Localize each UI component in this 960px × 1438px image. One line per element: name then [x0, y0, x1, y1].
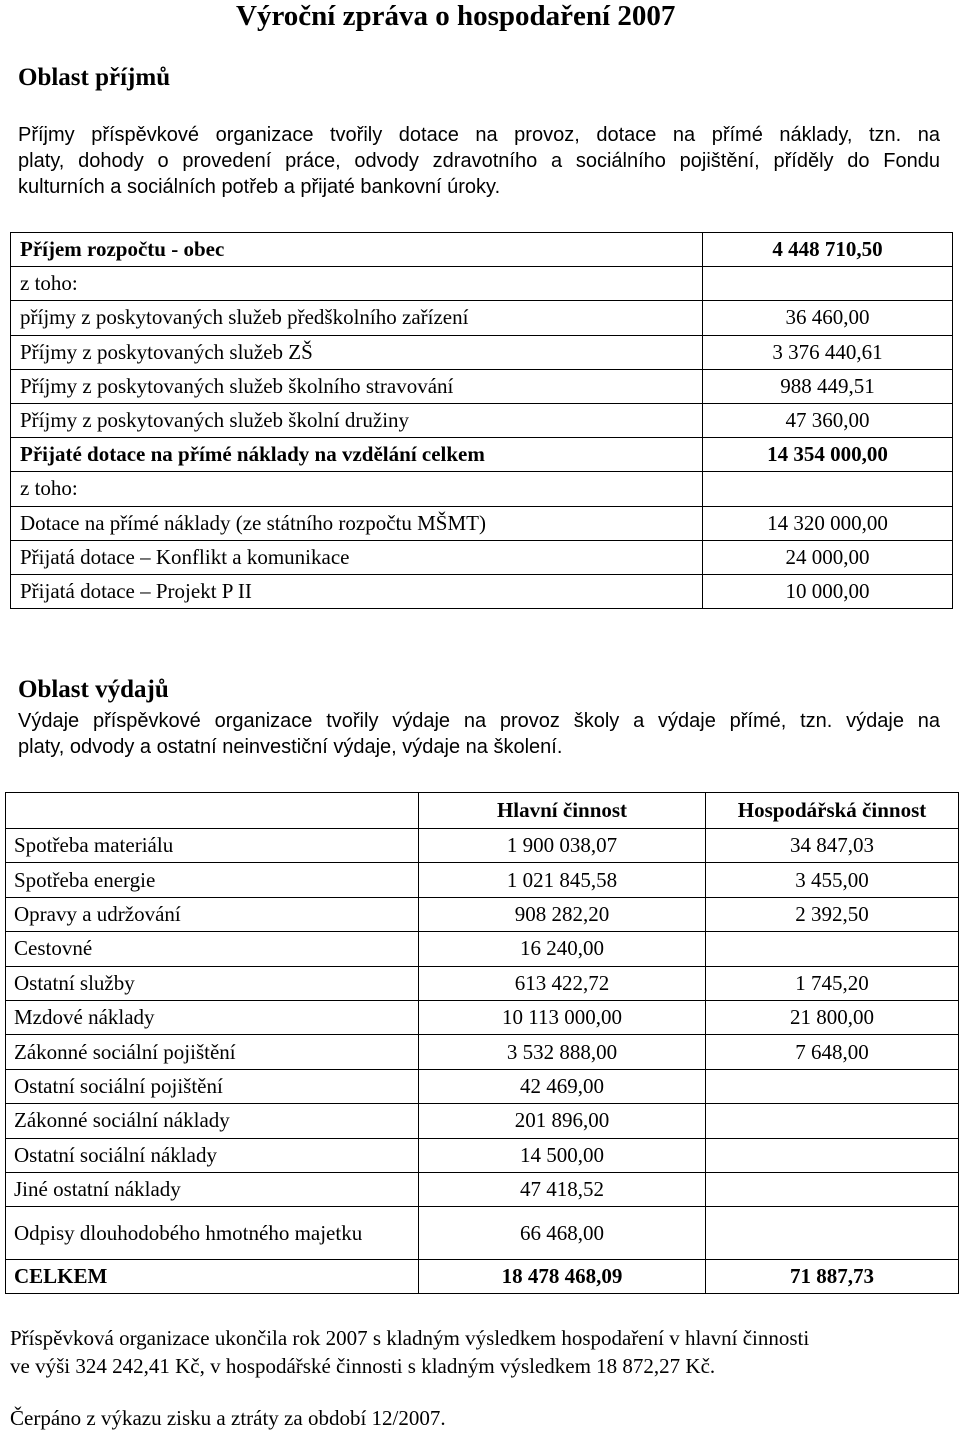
expense-row-side: 34 847,03: [706, 829, 959, 863]
expense-row-main: 66 468,00: [419, 1207, 706, 1260]
expense-intro: [18, 708, 940, 760]
income-row-label: Přijatá dotace – Konflikt a komunikace: [11, 540, 703, 574]
income-row: [11, 301, 953, 335]
report-title: Výroční zpráva o hospodaření 2007: [236, 0, 676, 32]
income-intro: [18, 122, 940, 200]
income-row-value: 47 360,00: [703, 403, 953, 437]
expense-header-row: [6, 793, 959, 829]
expense-row-main: 10 113 000,00: [419, 1000, 706, 1034]
expense-row: [6, 863, 959, 897]
expense-total-side: 71 887,73: [706, 1260, 959, 1294]
expense-row-side: 2 392,50: [706, 897, 959, 931]
income-row: [11, 233, 953, 267]
income-row: [11, 540, 953, 574]
income-row-value: [703, 267, 953, 301]
expense-total-row: [6, 1260, 959, 1294]
income-row-value: 3 376 440,61: [703, 335, 953, 369]
income-row: [11, 267, 953, 301]
income-row-value: 988 449,51: [703, 369, 953, 403]
income-row: [11, 472, 953, 506]
expense-header-label: [6, 793, 419, 829]
expense-row-side: 21 800,00: [706, 1000, 959, 1034]
expense-row: [6, 932, 959, 966]
expense-intro-line: platy, odvody a ostatní neinvestiční výdaje, výdaje na školení.: [18, 736, 563, 758]
income-row-label: Příjmy z poskytovaných služeb školní družiny: [11, 403, 703, 437]
expense-row: [6, 1069, 959, 1103]
expense-row-label: Ostatní sociální pojištění: [6, 1069, 419, 1103]
expense-row: [6, 897, 959, 931]
income-row: [11, 438, 953, 472]
expense-row-side: [706, 1207, 959, 1260]
expense-row-side: [706, 932, 959, 966]
expense-row-main: 42 469,00: [419, 1069, 706, 1103]
expense-table: [5, 792, 959, 1294]
expense-row-main: 14 500,00: [419, 1138, 706, 1172]
income-row: [11, 574, 953, 608]
income-row-label: Příjmy z poskytovaných služeb ZŠ: [11, 335, 703, 369]
expense-row: [6, 966, 959, 1000]
expense-row-label: Mzdové náklady: [6, 1000, 419, 1034]
income-row-label: Příjmy z poskytovaných služeb školního stravování: [11, 369, 703, 403]
expense-row-side: 7 648,00: [706, 1035, 959, 1069]
income-row-value: 24 000,00: [703, 540, 953, 574]
expense-row-label: Zákonné sociální náklady: [6, 1104, 419, 1138]
expense-row-main: 16 240,00: [419, 932, 706, 966]
income-row: [11, 506, 953, 540]
expense-row: [6, 1000, 959, 1034]
expense-row-main: 613 422,72: [419, 966, 706, 1000]
expense-row-label: Ostatní sociální náklady: [6, 1138, 419, 1172]
summary-paragraph: [10, 1324, 950, 1380]
expense-row: [6, 1207, 959, 1260]
income-row: [11, 403, 953, 437]
income-row-label: z toho:: [11, 472, 703, 506]
expense-header-main: Hlavní činnost: [419, 793, 706, 829]
expense-row-label: Cestovné: [6, 932, 419, 966]
expense-row-side: [706, 1138, 959, 1172]
expense-row-side: 1 745,20: [706, 966, 959, 1000]
expense-intro-line: Výdaje příspěvkové organizace tvořily výdaje na provoz školy a výdaje přímé, tzn. výdaje na: [18, 710, 940, 732]
income-heading: Oblast příjmů: [18, 64, 171, 91]
income-table: [10, 232, 953, 609]
summary-line: Příspěvková organizace ukončila rok 2007 s kladným výsledkem hospodaření v hlavní činnosti: [10, 1326, 810, 1350]
income-row-label: Přijaté dotace na přímé náklady na vzdělání celkem: [11, 438, 703, 472]
expense-row-side: [706, 1104, 959, 1138]
income-row-value: 36 460,00: [703, 301, 953, 335]
expense-row-label: Zákonné sociální pojištění: [6, 1035, 419, 1069]
income-row-label: Dotace na přímé náklady (ze státního rozpočtu MŠMT): [11, 506, 703, 540]
expense-row-label: Ostatní služby: [6, 966, 419, 1000]
income-row-label: Přijatá dotace – Projekt P II: [11, 574, 703, 608]
expense-row-main: 47 418,52: [419, 1172, 706, 1206]
income-row-label: Příjem rozpočtu - obec: [11, 233, 703, 267]
expense-row-label: Jiné ostatní náklady: [6, 1172, 419, 1206]
expense-row: [6, 829, 959, 863]
income-row-value: 10 000,00: [703, 574, 953, 608]
income-row-value: 4 448 710,50: [703, 233, 953, 267]
expense-row: [6, 1104, 959, 1138]
expense-row: [6, 1172, 959, 1206]
income-row: [11, 369, 953, 403]
income-intro-line: kulturních a sociálních potřeb a přijaté bankovní úroky.: [18, 176, 501, 198]
income-intro-line: platy, dohody o provedení práce, odvody zdravotního a sociálního pojištění, příděly do Fondu: [18, 150, 940, 172]
income-row-value: [703, 472, 953, 506]
expense-total-label: CELKEM: [6, 1260, 419, 1294]
expense-row-label: Spotřeba energie: [6, 863, 419, 897]
expense-row-label: Spotřeba materiálu: [6, 829, 419, 863]
expense-row: [6, 1035, 959, 1069]
summary-line: ve výši 324 242,41 Kč, v hospodářské činnosti s kladným výsledkem 18 872,27 Kč.: [10, 1354, 716, 1378]
expense-row-main: 3 532 888,00: [419, 1035, 706, 1069]
expense-row-main: 1 900 038,07: [419, 829, 706, 863]
expense-row-label: Opravy a udržování: [6, 897, 419, 931]
source-note: Čerpáno z výkazu zisku a ztráty za období 12/2007.: [10, 1406, 446, 1430]
income-row: [11, 335, 953, 369]
expense-header-side: Hospodářská činnost: [706, 793, 959, 829]
expense-row-label: Odpisy dlouhodobého hmotného majetku: [6, 1207, 419, 1260]
expense-row-main: 201 896,00: [419, 1104, 706, 1138]
income-row-label: příjmy z poskytovaných služeb předškolního zařízení: [11, 301, 703, 335]
income-row-label: z toho:: [11, 267, 703, 301]
expense-row-side: [706, 1069, 959, 1103]
expense-row-main: 1 021 845,58: [419, 863, 706, 897]
income-row-value: 14 320 000,00: [703, 506, 953, 540]
expense-row: [6, 1138, 959, 1172]
expense-row-side: 3 455,00: [706, 863, 959, 897]
expense-heading: Oblast výdajů: [18, 676, 169, 703]
expense-row-main: 908 282,20: [419, 897, 706, 931]
expense-total-main: 18 478 468,09: [419, 1260, 706, 1294]
income-intro-line: Příjmy příspěvkové organizace tvořily dotace na provoz, dotace na přímé náklady, tzn. na: [18, 124, 940, 146]
expense-row-side: [706, 1172, 959, 1206]
income-row-value: 14 354 000,00: [703, 438, 953, 472]
